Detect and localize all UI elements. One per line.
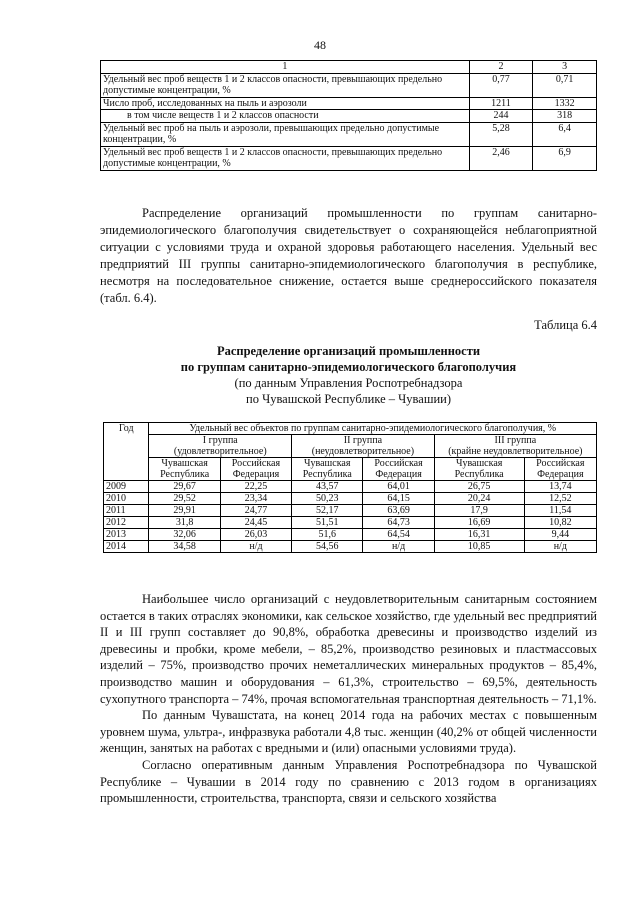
page-number: 48 [314,38,326,52]
column-header: 2 [469,61,533,74]
subheader-country: Российская Федерация [524,458,596,481]
table-row [101,97,597,110]
cell-value: 244 [469,110,533,123]
cell-value: 64,15 [363,493,434,505]
cell-value: 20,24 [434,493,524,505]
cell-value: 54,56 [292,541,363,553]
table-row [104,529,597,541]
table-row [101,73,597,97]
cell-value: 23,34 [220,493,291,505]
cell-value: 51,6 [292,529,363,541]
cell-value: 1211 [469,97,533,110]
cell-value: 2,46 [469,146,533,170]
table-title [100,343,597,407]
cell-value: 6,9 [533,146,597,170]
cell-value: 34,58 [149,541,220,553]
subheader-country: Российская Федерация [363,458,434,481]
year-header: Год [104,423,149,481]
main-header: Удельный вес объектов по группам санитарно-эпидемиологического благополучия, % [149,423,597,435]
cell-value: 5,28 [469,122,533,146]
cell-value: 52,17 [292,505,363,517]
year-cell: 2010 [104,493,149,505]
column-header: 3 [533,61,597,74]
cell-value: 13,74 [524,481,596,493]
cell-value: 6,4 [533,122,597,146]
cell-value: 24,77 [220,505,291,517]
cell-value: н/д [524,541,596,553]
year-cell: 2013 [104,529,149,541]
row-label: Удельный вес проб веществ 1 и 2 классов опасности, превышающих предельно допустимые концентрации, % [101,146,470,170]
table-row [101,122,597,146]
cell-value: 1332 [533,97,597,110]
cell-value: 16,31 [434,529,524,541]
cell-value: 29,91 [149,505,220,517]
table-title-line: по группам санитарно-эпидемиологического благополучия [180,360,517,374]
table-row [104,505,597,517]
cell-value: 26,03 [220,529,291,541]
indicator-table [100,60,597,171]
cell-value: 43,57 [292,481,363,493]
body-paragraph: Наибольшее число организаций с неудовлетворительным санитарным состоянием остается в таких отраслях экономики, как сельское хозяйство, где удельный вес предприятий II и III групп составляет до 90,8%, обработка древесины и производство изделий из древесины и пробки, кроме мебели, – 85,2%, производство резиновых и пластмассовых изделий – 75%, производство прочих неметаллических минеральных продуктов – 85,4%, производство машин и оборудования – 61,3%, строительство – 69,5%, деятельность сухопутного транспорта – 74%, прочая вспомогательная транспортная деятельность – 71,1%. [100,592,597,706]
cell-value: 50,23 [292,493,363,505]
table-caption-number: Таблица 6.4 [534,318,597,332]
row-label: Удельный вес проб веществ 1 и 2 классов опасности, превышающих предельно допустимые концентрации, % [101,73,470,97]
group-header: I группа (удовлетворительное) [149,435,292,458]
table-row [101,110,597,123]
cell-value: 24,45 [220,517,291,529]
cell-value: 10,82 [524,517,596,529]
body-paragraph: Распределение организаций промышленности по группам санитарно-эпидемиологического благополучия свидетельствует о сохраняющейся неблагоприятной ситуации с условиями труда и охраной здоровья работающего населения. Удельный вес предприятий III группы санитарно-эпидемиологического благополучия в республике, несмотря на последовательное снижение, остается выше среднероссийского показателя (табл. 6.4). [100,206,597,305]
subheader-region: Чувашская Республика [149,458,220,481]
cell-value: 64,73 [363,517,434,529]
cell-value: 29,67 [149,481,220,493]
cell-value: н/д [220,541,291,553]
subheader-country: Российская Федерация [220,458,291,481]
subheader-region: Чувашская Республика [434,458,524,481]
cell-value: 64,01 [363,481,434,493]
cell-value: 0,77 [469,73,533,97]
year-cell: 2014 [104,541,149,553]
cell-value: 11,54 [524,505,596,517]
year-cell: 2011 [104,505,149,517]
table-row [104,517,597,529]
cell-value: 63,69 [363,505,434,517]
row-label: в том числе веществ 1 и 2 классов опасности [101,110,470,123]
subheader-region: Чувашская Республика [292,458,363,481]
cell-value: 10,85 [434,541,524,553]
cell-value: 16,69 [434,517,524,529]
cell-value: 26,75 [434,481,524,493]
cell-value: 0,71 [533,73,597,97]
group-header: III группа (крайне неудовлетворительное) [434,435,596,458]
table-title-line: Распределение организаций промышленности [216,344,481,358]
table-body [104,481,597,553]
cell-value: 22,25 [220,481,291,493]
table-row [101,146,597,170]
cell-value: 9,44 [524,529,596,541]
sanitary-groups-table [103,422,597,553]
body-paragraph: Согласно оперативным данным Управления Роспотребнадзора по Чувашской Республике – Чувашии в 2014 году по сравнению с 2013 годом в организациях промышленности, строительства, транспорта, связи и сельского хозяйства [100,757,597,806]
group-header: II группа (неудовлетворительное) [292,435,435,458]
row-label: Число проб, исследованных на пыль и аэрозоли [101,97,470,110]
body-paragraph: По данным Чувашстата, на конец 2014 года на рабочих местах с повышенным уровнем шума, ультра-, инфразвука работали 4,8 тыс. женщин (40,2% от общей численности женщин, занятых на работах с вредными и (или) опасными условиями труда). [100,708,597,756]
cell-value: 51,51 [292,517,363,529]
column-header: 1 [101,61,470,74]
cell-value: 32,06 [149,529,220,541]
table-source-line: по Чувашской Республике – Чувашии) [246,392,451,406]
cell-value: н/д [363,541,434,553]
table-header-row [104,458,597,481]
cell-value: 29,52 [149,493,220,505]
year-cell: 2009 [104,481,149,493]
cell-value: 17,9 [434,505,524,517]
cell-value: 64,54 [363,529,434,541]
table-header-row [101,61,597,74]
table-header-row [104,435,597,458]
cell-value: 12,52 [524,493,596,505]
cell-value: 31,8 [149,517,220,529]
body-text [100,591,597,807]
row-label: Удельный вес проб на пыль и аэрозоли, превышающих предельно допустимые концентрации, % [101,122,470,146]
table-row [104,493,597,505]
year-cell: 2012 [104,517,149,529]
table-source-line: (по данным Управления Роспотребнадзора [234,376,463,390]
table-row [104,481,597,493]
cell-value: 318 [533,110,597,123]
table-header-row [104,423,597,435]
table-row [104,541,597,553]
